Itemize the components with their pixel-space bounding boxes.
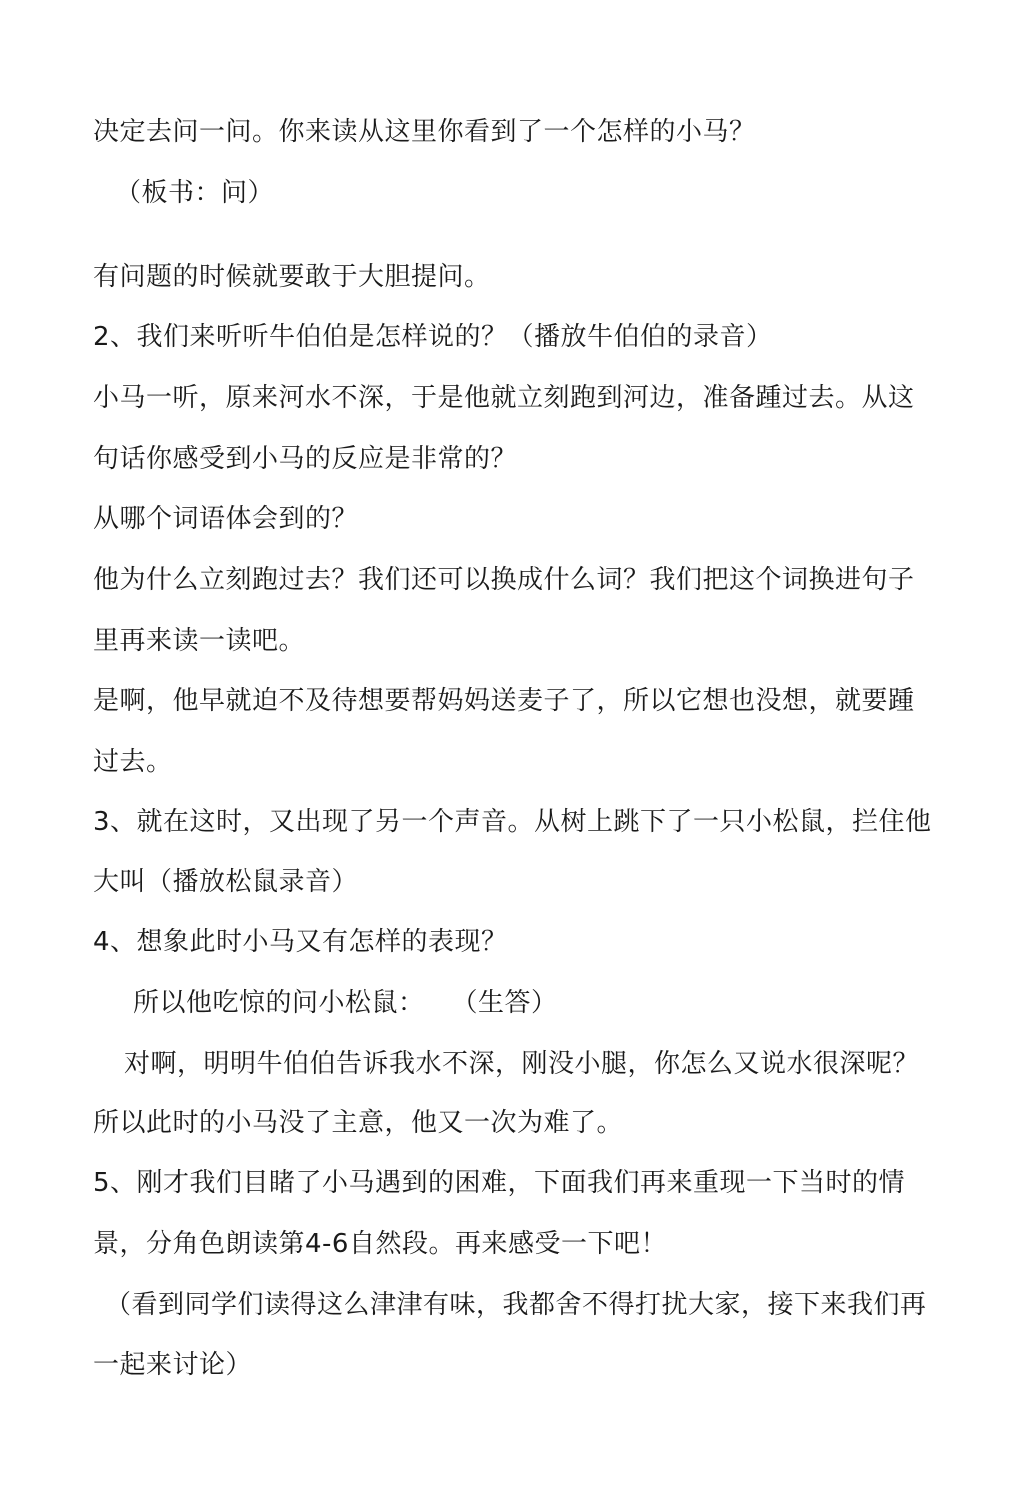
- text-line: 2、我们来听听牛伯伯是怎样说的？（播放牛伯伯的录音）: [93, 322, 773, 352]
- text-line: 小马一听，原来河水不深，于是他就立刻跑到河边，准备踵过去。从这: [93, 383, 915, 413]
- text-line: 4、想象此时小马又有怎样的表现？: [93, 927, 508, 957]
- text-line: 里再来读一读吧。: [93, 626, 306, 656]
- text-line: 他为什么立刻跑过去？我们还可以换成什么词？我们把这个词换进句子: [93, 565, 915, 595]
- text-line: （板书：问）: [115, 178, 275, 208]
- text-line: 一起来讨论）: [93, 1350, 253, 1380]
- text-line: 3、就在这时，又出现了另一个声音。从树上跳下了一只小松鼠，拦住他: [93, 807, 932, 837]
- text-line: 对啊，明明牛伯伯告诉我水不深，刚没小腿，你怎么又说水很深呢？: [124, 1049, 920, 1079]
- text-line: 决定去问一问。你来读从这里你看到了一个怎样的小马？: [93, 117, 756, 147]
- text-line: 是啊，他早就迫不及待想要帮妈妈送麦子了，所以它想也没想，就要踵: [93, 686, 915, 716]
- text-line: 从哪个词语体会到的？: [93, 504, 359, 534]
- text-line: 5、刚才我们目睹了小马遇到的困难，下面我们再来重现一下当时的情: [93, 1168, 906, 1198]
- text-line: 所以他吃惊的问小松鼠： （生答）: [133, 988, 558, 1018]
- text-line: 大叫（播放松鼠录音）: [93, 867, 359, 897]
- text-line: （看到同学们读得这么津津有味，我都舍不得打扰大家，接下来我们再: [105, 1290, 927, 1320]
- text-line: 过去。: [93, 747, 173, 777]
- text-line: 所以此时的小马没了主意，他又一次为难了。: [93, 1108, 624, 1138]
- text-line: 景，分角色朗读第4-6自然段。再来感受一下吧！: [93, 1229, 667, 1259]
- text-line: 有问题的时候就要敢于大胆提问。: [93, 262, 491, 292]
- text-line: 句话你感受到小马的反应是非常的？: [93, 444, 518, 474]
